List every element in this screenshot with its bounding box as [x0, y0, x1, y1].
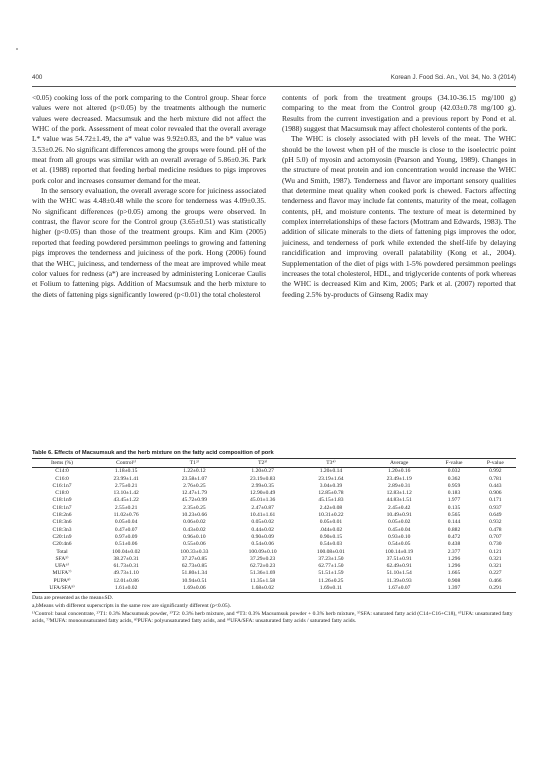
table-header-row [32, 459, 516, 468]
column-header: T1²⁾ [160, 459, 228, 468]
row-label: C18:3n3 [52, 526, 72, 533]
table-cell: 2.76±0.25 [183, 482, 206, 489]
table-row [32, 476, 516, 483]
table-cell: 51.51±1.59 [318, 570, 344, 577]
paragraph: The WHC is closely associated with pH levels of the meat. The WHC should be the lowest when pH of the muscle is close to the isoelectric point (pH 5.0) of myosin and actomyosin (Pearson and Young, 1989). Changes in the structure of meat protein and ion concentration would increase the WHC (Wu and Smith, 1987). Tenderness and flavor are important sensory qualities that determine meat quality when cooked pork is chewed. Factors affecting tenderness and flavor may include fat contents, maturity of the meat, collagen contents, pH, and moisture contents. The texture of meat is determined by complex interrelationships of these factors (Mottram and Edwards, 1983). The addition of silicate minerals to the diets of fattening pigs improves the odor, juiciness, and tenderness of pork while extended the shelf-life by delaying rancidification and improving overall palatability (Kong et al., 2004). Supplementation of the diet of pigs with 1-5% powdered persimmon peelings increases the total cholesterol, HDL, and triglyceride contents of pork whereas the WHC is decreased Kim and Kim, 2005; Park et al. (2007) reported that feeding 2.5% by-products of Ginseng Radix may [282, 134, 516, 299]
table-cell: 2.45±0.42 [387, 504, 411, 511]
table-cell: 0.321 [489, 555, 502, 562]
table-note: a,bMeans with different superscripts in the same row are significantly different (p<0.05). [32, 602, 231, 609]
paragraph: In the sensory evaluation, the overall average score for juiciness associated with the WHC was 4.48±0.48 while the score for tenderness was 4.09±0.35. No significant differences (p>0.05) among the groups were observed. In contrast, the flavor score for the Control group (3.65±0.51) was statistically higher (p<0.05) than those of the treatment groups. Kim and Kim (2005) reported that feeding powdered persimmon peelings to growing and fattening pigs improves the tenderness and juiciness of the pork. Hong (2006) found that the WHC, juiciness, and tenderness of the meat are improved while meat color values for redness (a*) are increased by administering Lonicerae Caulis et Folium to fattening pigs. Addition of Macsumsuk and the herb mixture to the diets of fattening pigs significantly lowered (p<0.01) the total cholesterol [32, 186, 266, 299]
table-cell: 12.90±0.49 [250, 490, 276, 497]
table-cell: 0.05±0.02 [251, 519, 274, 526]
table-row [32, 512, 516, 519]
row-label: C18:2n6 [52, 512, 72, 519]
table-cell: 0.906 [489, 490, 502, 497]
table-cell: 37.29±0.23 [250, 555, 276, 562]
table-cell: 2.35±0.25 [183, 504, 206, 511]
table-cell: 23.58±1.07 [181, 475, 208, 482]
table-cell: 100.14±0.19 [385, 548, 414, 555]
table-cell: 45.72±0.99 [181, 497, 208, 504]
table-cell: 11.39±0.93 [386, 577, 412, 584]
table-cell: 49.73±1.10 [113, 570, 139, 577]
table-cell: 0.44±0.02 [251, 526, 274, 533]
table-cell: 0.45±0.04 [387, 526, 411, 533]
table-row [32, 549, 516, 556]
table-cell: 0.05±0.01 [319, 519, 343, 526]
row-label: C18:3n6 [52, 519, 72, 526]
table-row [32, 497, 516, 504]
row-label: C16:1n7 [52, 482, 72, 489]
table-cell: 12.01±0.86 [113, 577, 139, 584]
table-row [32, 541, 516, 548]
left-column [32, 93, 266, 300]
table-row [32, 519, 516, 526]
table-cell: 62.72±0.23 [250, 563, 276, 570]
table-cell: 12.47±1.79 [181, 490, 208, 497]
table-cell: 23.19±0.83 [250, 475, 276, 482]
table-row [32, 490, 516, 497]
table-cell: 0.54±0.05 [387, 541, 411, 548]
table-cell: 1.20±0.14 [319, 468, 343, 475]
table-row [32, 505, 516, 512]
paragraph: <0.05) cooking loss of the pork comparing to the Control group. Shear force values were not altered (p<0.05) by the treatments although the numeric values were decreased. Macsumsuk and the herb mixture did not affect the WHC of the pork. Assessment of meat color revealed that the overall average L* value was 54.72±1.49, the a* value was 9.92±0.83, and the b* value was 3.53±0.26. No significant differences among the groups were found. pH of the meat from all groups was similar with an overall average of 5.86±0.36. Park et al. (1988) reported that feeding herbal medicine residues to pigs improves pork color and increases consumer demand for the meat. [32, 93, 266, 185]
table-cell: 0.90±0.09 [251, 533, 274, 540]
table-cell: 2.55±0.21 [114, 504, 138, 511]
table-cell: 0.478 [489, 526, 502, 533]
table-cell: 2.99±0.35 [251, 482, 274, 489]
table-cell: 0.291 [475, 585, 516, 593]
table-cell: 0.443 [489, 482, 502, 489]
table-cell: 1.296 [447, 555, 461, 562]
journal-citation: Korean J. Food Sci. An., Vol. 34, No. 3 (2014) [390, 74, 516, 81]
table-notes [32, 595, 516, 625]
table-cell: 38.27±0.31 [113, 555, 139, 562]
table-cell: 51.80±1.34 [181, 570, 208, 577]
table-cell: 0.55±0.06 [183, 541, 206, 548]
table-row [32, 534, 516, 541]
column-header: F-value [433, 459, 474, 468]
table-cell: 1.296 [447, 563, 461, 570]
table-cell: 2.42±0.08 [319, 504, 343, 511]
row-label: Total [56, 548, 68, 555]
table-cell: 61.73±0.31 [113, 563, 139, 570]
table-cell: 1.397 [433, 585, 474, 593]
table-cell: 23.49±1.19 [386, 475, 412, 482]
table-cell: 11.02±0.76 [113, 512, 139, 519]
table-cell: 10.94±0.51 [181, 577, 208, 584]
table-cell: 0.135 [447, 504, 461, 511]
table-cell: 10.23±0.66 [181, 512, 208, 519]
table-row [32, 556, 516, 563]
table-note: ¹⁾Control: basal concentrate, ²⁾T1: 0.3% Macsumsuk powder, ³⁾T2: 0.3% herb mixture, and ⁴⁾T3: 0.3% Macsumsuk powder + 0.3% herb mixture, ⁵⁾SFA: saturated fatty acid (C14+C16+C18), ⁶⁾UFA: unsaturated fatty acids, ⁷⁾MUFA: monounsaturated fatty acids, ⁸⁾PUFA: polyunsaturated fatty acids, and ⁹⁾UFA/SFA: unsaturated fatty acids / saturated fatty acids. [32, 610, 513, 625]
table-row [32, 570, 516, 577]
table-note: Data are presented as the mean±SD. [32, 595, 114, 602]
table-cell: 0.959 [447, 482, 461, 489]
table-cell: 0.032 [447, 468, 461, 475]
table-cell: 0.882 [447, 526, 461, 533]
table-row [32, 527, 516, 534]
column-header: Control¹⁾ [92, 459, 160, 468]
column-header: T3⁴⁾ [297, 459, 365, 468]
table-cell: 0.227 [489, 570, 502, 577]
table-cell: 0.565 [447, 512, 461, 519]
table-cell: 23.99±1.41 [113, 475, 139, 482]
table-cell: 1.20±0.16 [387, 468, 411, 475]
row-label: C16:0 [55, 475, 69, 482]
column-header: T2³⁾ [229, 459, 297, 468]
table-cell: 0.121 [489, 548, 502, 555]
table-title: Table 6. Effects of Macsumsuk and the herb mixture on the fatty acid composition of pork [32, 450, 274, 456]
table-cell: 100.08±0.01 [316, 548, 345, 555]
column-header: Items (%) [32, 459, 92, 468]
table-cell: 0.781 [489, 475, 502, 482]
table-cell: 1.61±0.02 [92, 585, 160, 593]
table-cell: 100.33±0.33 [180, 548, 209, 555]
table-cell: .044±0.02 [319, 526, 343, 533]
table-cell: 62.73±0.85 [181, 563, 208, 570]
table-cell: 1.67±0.07 [365, 585, 433, 593]
right-column [282, 93, 516, 300]
table-cell: 0.54±0.06 [251, 541, 274, 548]
table-cell: 0.472 [447, 533, 461, 540]
column-header: P-value [475, 459, 516, 468]
table-cell: 37.23±1.50 [318, 555, 344, 562]
table-cell: 0.937 [489, 504, 502, 511]
table-cell: 0.93±0.10 [387, 533, 411, 540]
row-label: C18:1n7 [52, 504, 72, 511]
table-cell: 3.04±0.39 [319, 482, 343, 489]
table-cell: 0.707 [489, 533, 502, 540]
column-header: Average [365, 459, 433, 468]
table-cell: 10.31±0.22 [318, 512, 344, 519]
table-cell: 0.730 [489, 541, 502, 548]
table-cell: 0.438 [447, 541, 461, 548]
table-cell: 13.10±1.42 [113, 490, 139, 497]
table-cell: 1.18±0.15 [114, 468, 138, 475]
table-cell: 37.51±0.91 [386, 555, 412, 562]
table-cell: 62.49±0.91 [386, 563, 412, 570]
table-cell: 1.20±0.27 [251, 468, 274, 475]
table-cell: 0.96±0.10 [183, 533, 206, 540]
table-cell: 0.144 [447, 519, 461, 526]
table-cell: 51.36±1.69 [250, 570, 276, 577]
table-cell: 100.09±0.10 [248, 548, 277, 555]
table-cell: 11.35±1.58 [250, 577, 276, 584]
table-cell: 1.977 [447, 497, 461, 504]
table-cell: 43.45±1.22 [113, 497, 139, 504]
scan-speck [16, 48, 18, 50]
table-cell: 0.97±0.09 [114, 533, 138, 540]
table-cell: 0.47±0.07 [114, 526, 138, 533]
row-label: C20:4n6 [52, 541, 72, 548]
table-cell: 1.665 [447, 570, 461, 577]
row-label: PUPA⁸⁾ [53, 577, 71, 584]
table-cell: 0.43±0.02 [183, 526, 206, 533]
table-cell: 0.321 [489, 563, 502, 570]
page-number: 400 [32, 74, 43, 81]
table-cell: 0.54±0.03 [319, 541, 343, 548]
table-cell: 10.49±0.91 [386, 512, 412, 519]
table-cell: 10.41±1.61 [250, 512, 276, 519]
table-cell: 2.377 [447, 548, 461, 555]
table-cell: 0.51±0.06 [114, 541, 138, 548]
table-block [32, 449, 516, 626]
row-label: C20:1n9 [52, 533, 72, 540]
table-cell: 0.649 [489, 512, 502, 519]
page-header [32, 74, 516, 86]
table-cell: 1.22±0.12 [183, 468, 206, 475]
table-body [32, 468, 516, 593]
table-cell: 45.01±1.36 [250, 497, 276, 504]
table-cell: 0.908 [447, 577, 461, 584]
row-label: MUFA⁷⁾ [52, 570, 72, 577]
table-cell: 0.06±0.02 [183, 519, 206, 526]
table-cell: 23.19±1.64 [318, 475, 344, 482]
table-row [32, 468, 516, 476]
table-cell: 0.171 [489, 497, 502, 504]
table-cell: 0.362 [447, 475, 461, 482]
paragraph: contents of pork from the treatment groups (34.10-36.15 mg/100 g) comparing to the meat from the Control group (42.03±0.78 mg/100 g). Results from the current investigation and a previous report by Pond et al. (1988) suggest that Macsumsuk may affect cholesterol contents of the pork. [282, 93, 516, 134]
table-cell: 1.68±0.02 [229, 585, 297, 593]
table-cell: 45.15±1.83 [318, 497, 344, 504]
table-cell: 2.47±0.87 [251, 504, 274, 511]
table-cell: 0.05±0.02 [387, 519, 411, 526]
table-row [32, 578, 516, 585]
row-label: UFA/SFA⁹⁾ [32, 585, 92, 593]
table-cell: 2.75±0.21 [114, 482, 138, 489]
table-cell: 37.27±0.85 [181, 555, 208, 562]
table-cell: 0.932 [489, 519, 502, 526]
row-label: C18:0 [55, 490, 69, 497]
table-cell: 0.183 [447, 490, 461, 497]
table-row [32, 563, 516, 570]
table-cell: 11.26±0.25 [318, 577, 344, 584]
row-label: UFA⁶⁾ [55, 563, 69, 570]
table-cell: 44.83±1.51 [386, 497, 412, 504]
table-cell: 1.69±0.11 [297, 585, 365, 593]
table-cell: 1.69±0.06 [160, 585, 228, 593]
table-cell: 2.89±0.31 [387, 482, 411, 489]
table-cell: 0.05±0.04 [114, 519, 138, 526]
table-cell: 0.992 [489, 468, 502, 475]
table-row [32, 483, 516, 490]
table-row [32, 585, 516, 593]
table-cell: 100.04±0.02 [112, 548, 141, 555]
table-cell: 0.90±0.15 [319, 533, 343, 540]
header-rule [32, 86, 516, 87]
row-label: SFA⁵⁾ [55, 555, 69, 562]
table-cell: 62.77±1.50 [318, 563, 344, 570]
table-cell: 12.85±0.78 [318, 490, 344, 497]
row-label: C14:0 [55, 468, 69, 475]
table-cell: 0.466 [489, 577, 502, 584]
table-cell: 51.10±1.54 [386, 570, 412, 577]
row-label: C18:1n9 [52, 497, 72, 504]
table-cell: 12.83±1.12 [386, 490, 412, 497]
fatty-acid-table [32, 458, 516, 593]
